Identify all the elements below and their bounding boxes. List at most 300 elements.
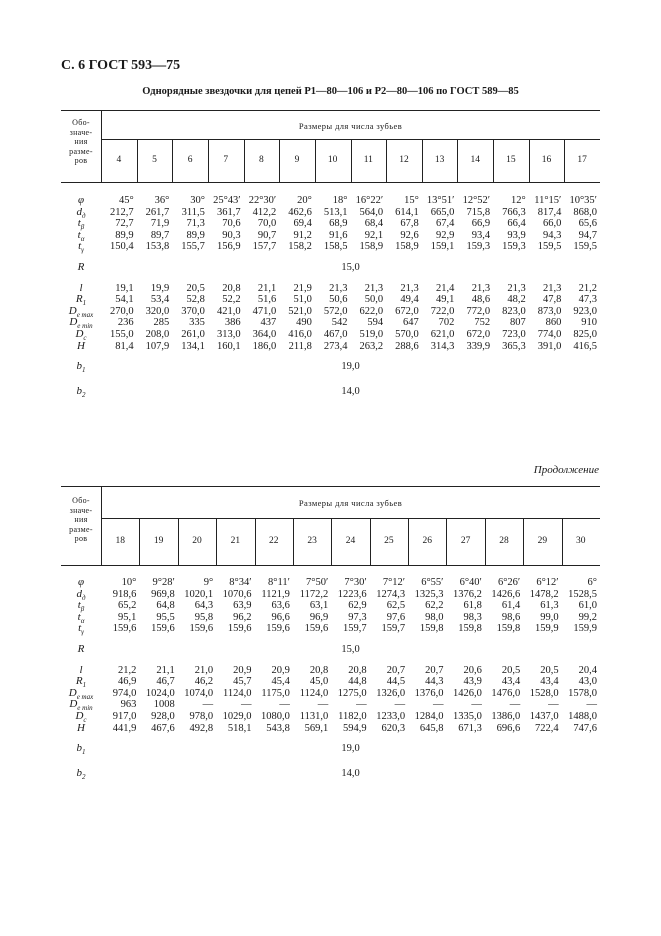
row-label: $t_\alpha$	[77, 228, 85, 243]
table-cell: 159,6	[189, 623, 214, 635]
table-cell: 94,3	[542, 229, 562, 241]
table-cell: 620,3	[381, 722, 406, 734]
table-cell: 570,0	[395, 329, 419, 340]
table-cell: 20,5	[186, 282, 205, 294]
table-cell: 261,0	[181, 329, 205, 340]
table-cell: 43,9	[463, 676, 482, 688]
table-cell: 13°51′	[426, 195, 455, 206]
table-cell: 7°30′	[344, 577, 367, 588]
table-cell: 335	[189, 317, 205, 329]
table-cell: 97,6	[386, 611, 406, 623]
row-label: $t_\beta$	[77, 217, 85, 232]
table-title: Однорядные звездочки для цепей Р1—80—106 и Р2—80—106 по ГОСТ 589—85	[142, 86, 519, 97]
table-cell: 1008	[153, 699, 175, 711]
table-cell: 314,3	[430, 340, 455, 352]
table-cell: 594	[367, 317, 384, 329]
table-cell: 665,0	[430, 206, 455, 218]
table-cell: 64,8	[156, 600, 175, 612]
table-cell: 61,3	[540, 600, 559, 612]
table-cell: 467,0	[323, 329, 348, 340]
table-cell: 288,6	[395, 340, 419, 352]
header-designation-line: разме-	[69, 524, 93, 534]
table-cell: 1335,0	[452, 711, 482, 722]
table-cell: 873,0	[537, 305, 562, 317]
table-cell: 212,7	[110, 206, 134, 218]
table-cell: 63,6	[271, 600, 290, 612]
table-cell: —	[202, 699, 214, 711]
row-label: R	[77, 261, 85, 273]
table-cell: —	[241, 699, 252, 711]
table-cell: 90,7	[257, 229, 277, 241]
teeth-count: 7	[223, 154, 229, 165]
table-cell: 1376,2	[452, 588, 482, 600]
table-cell: —	[356, 699, 367, 711]
header-designation-line: ния	[74, 137, 88, 146]
table-cell: 365,3	[502, 340, 526, 352]
table-cell: 155,0	[110, 329, 134, 340]
table-cell: 63,1	[309, 600, 329, 612]
table-cell: 67,8	[400, 218, 419, 230]
table-cell: 969,8	[151, 588, 175, 600]
table-cell: 1080,0	[261, 711, 290, 722]
teeth-count: 30	[576, 535, 586, 546]
table-cell: 6°12′	[536, 577, 559, 588]
row-label: $b_1$	[76, 742, 86, 757]
table-cell: 21,3	[471, 282, 491, 294]
table-cell: 9°	[203, 577, 214, 588]
teeth-count: 10	[327, 154, 338, 165]
table-cell: 62,9	[348, 600, 367, 612]
table-cell: 20°	[297, 195, 312, 206]
teeth-count: 23	[307, 535, 317, 546]
table-top-rule	[61, 110, 600, 111]
table-cell: 159,8	[458, 623, 482, 635]
table-cell: 722,0	[430, 305, 455, 317]
teeth-count: 9	[294, 154, 300, 165]
table-cell: 21,3	[400, 282, 419, 294]
table-cell: 134,1	[181, 340, 205, 352]
table-cell: 10°35′	[569, 195, 597, 206]
table-cell: 43,4	[501, 676, 521, 688]
teeth-count: 11	[363, 154, 373, 165]
row-label: $t_\gamma$	[78, 240, 84, 255]
table-cell: 1325,3	[414, 588, 444, 600]
table-cell: 963	[120, 699, 137, 711]
table-cell: 157,7	[252, 241, 277, 253]
table-cell: —	[432, 699, 444, 711]
row-label: $b_2$	[76, 384, 86, 399]
table-cell: 12°52′	[462, 195, 491, 206]
table-cell: 1488,0	[568, 711, 597, 722]
table-cell: 186,0	[252, 340, 277, 352]
table-cell: 1478,2	[529, 588, 559, 600]
table-cell: 159,6	[112, 623, 137, 635]
table-cell: —	[586, 699, 597, 711]
table-cell: 236	[117, 317, 134, 329]
table-cell: 159,7	[343, 623, 367, 635]
table-cell: 158,9	[359, 241, 384, 253]
table-cell: 20,9	[233, 664, 252, 676]
sizes-divider	[101, 518, 600, 519]
row-label: $b_2$	[76, 766, 86, 781]
header-sizes: Размеры для числа зубьев	[298, 498, 403, 508]
table-cell: 21,3	[364, 282, 384, 294]
table-cell: 974,0	[112, 687, 137, 699]
teeth-count: 27	[460, 535, 471, 546]
table-cell: 467,6	[151, 722, 175, 734]
table-cell: 107,9	[145, 340, 170, 352]
table-cell: 89,9	[186, 229, 205, 241]
table-cell: 159,7	[381, 623, 406, 635]
table-cell: 48,2	[507, 294, 526, 306]
header-designation-line: значе-	[69, 505, 93, 515]
table-cell: 521,0	[288, 305, 312, 317]
table-cell: 462,6	[288, 206, 312, 218]
sprocket-table-1	[61, 110, 600, 440]
teeth-count: 18	[115, 535, 125, 546]
row-label: $D_c$	[75, 328, 87, 343]
table-cell: 16°22′	[355, 195, 384, 206]
table-cell: 155,7	[181, 241, 205, 253]
row-label: l	[79, 281, 83, 294]
spanning-value: 15,0	[341, 262, 360, 273]
header-designation-line: разме-	[69, 146, 93, 156]
table-cell: 89,7	[150, 229, 170, 241]
table-cell: 715,8	[466, 206, 491, 218]
table-cell: 20,5	[501, 664, 521, 676]
table-cell: 594,9	[343, 722, 367, 734]
table-cell: 67,4	[436, 218, 455, 230]
header-designation-line: ния	[74, 515, 88, 524]
table-cell: 386	[224, 317, 241, 329]
table-cell: 270,0	[110, 305, 134, 317]
table-cell: 10°	[121, 577, 137, 588]
table-cell: 51,6	[257, 294, 277, 306]
table-cell: 52,2	[222, 294, 241, 306]
table-cell: 823,0	[502, 305, 526, 317]
table-cell: 68,9	[329, 218, 348, 230]
table-cell: 437	[260, 317, 277, 329]
table-cell: 52,8	[186, 294, 205, 306]
teeth-count: 5	[152, 154, 157, 165]
table-cell: 1426,0	[452, 687, 482, 699]
table-cell: 98,0	[425, 611, 444, 623]
table-cell: 923,0	[573, 305, 597, 317]
table-cell: 1070,6	[222, 588, 252, 600]
table-cell: 159,1	[430, 241, 455, 253]
table-cell: 21,1	[257, 282, 277, 294]
header-designation-line: Обо-	[72, 118, 90, 127]
table-cell: 1275,0	[337, 687, 367, 699]
table-cell: 917,0	[112, 711, 137, 722]
table-cell: 50,0	[364, 294, 384, 306]
table-cell: 543,8	[266, 722, 290, 734]
table-cell: 159,9	[534, 623, 559, 635]
table-cell: 93,9	[507, 229, 526, 241]
table-cell: 91,6	[329, 229, 348, 241]
table-cell: 92,6	[400, 229, 419, 241]
table-cell: 66,4	[507, 218, 526, 230]
table-cell: 1437,0	[529, 711, 559, 722]
table-cell: 1223,6	[337, 588, 367, 600]
teeth-count: 26	[422, 535, 432, 546]
header-designation	[61, 496, 101, 544]
row-label: $D_{e min}$	[69, 698, 93, 713]
row-label: $d_д$	[76, 205, 86, 220]
row-label: R	[77, 643, 85, 655]
table-cell: 1528,5	[568, 588, 597, 600]
row-label: $D_c$	[75, 710, 87, 725]
table-cell: 150,4	[110, 241, 134, 253]
page-header: С. 6 ГОСТ 593—75	[61, 58, 181, 73]
table-cell: 1274,3	[376, 588, 406, 600]
table-cell: 492,8	[189, 722, 214, 734]
table-cell: 19,9	[150, 282, 170, 294]
teeth-count: 14	[470, 154, 480, 165]
table-cell: 391,0	[537, 340, 562, 352]
table-cell: 96,9	[309, 611, 329, 623]
table-cell: 21,1	[156, 664, 175, 676]
table-cell: 519,0	[359, 329, 384, 340]
table-cell: 159,6	[266, 623, 290, 635]
row-label: H	[77, 721, 85, 734]
table-cell: 361,7	[216, 206, 241, 218]
table-cell: 95,5	[156, 611, 175, 623]
table-cell: 817,4	[537, 206, 562, 218]
table-cell: 572,0	[323, 305, 348, 317]
table-cell: —	[317, 699, 329, 711]
table-cell: —	[279, 699, 290, 711]
table-cell: 6°40′	[459, 577, 482, 588]
table-cell: —	[509, 699, 521, 711]
table-cell: 158,9	[395, 241, 419, 253]
table-cell: 61,0	[578, 600, 597, 612]
spanning-value: 14,0	[341, 767, 360, 779]
table-cell: 98,6	[501, 611, 521, 623]
table-cell: 45,7	[233, 676, 252, 688]
spanning-value: 14,0	[341, 385, 360, 397]
table-cell: 622,0	[359, 305, 384, 317]
table-cell: 20,7	[386, 664, 406, 676]
table-cell: 46,7	[156, 676, 175, 688]
table-cell: 20,7	[425, 664, 444, 676]
table-cell: 672,0	[466, 329, 491, 340]
table-cell: 12°	[511, 195, 526, 206]
table-cell: 22°30′	[248, 195, 277, 206]
teeth-count: 13	[434, 154, 445, 165]
header-bottom-rule	[61, 565, 600, 566]
teeth-count: 17	[577, 154, 587, 165]
table-cell: 45,0	[309, 676, 329, 688]
table-cell: 21,3	[507, 282, 526, 294]
continuation-label: Продолжение	[533, 464, 599, 476]
table-cell: 702	[438, 317, 455, 329]
table-cell: 412,2	[252, 206, 277, 218]
table-cell: 569,1	[304, 722, 329, 734]
table-cell: 89,9	[115, 229, 134, 241]
table-cell: 416,5	[573, 340, 597, 352]
table-cell: 1233,0	[376, 711, 406, 722]
table-cell: 1020,1	[184, 588, 214, 600]
table-cell: 21,2	[118, 664, 137, 676]
table-cell: 9°28′	[152, 577, 175, 588]
table-cell: 364,0	[252, 329, 277, 340]
spanning-value: 15,0	[341, 644, 360, 655]
table-cell: 61,4	[501, 600, 521, 612]
table-cell: 44,3	[425, 676, 444, 688]
table-cell: 320,0	[145, 305, 170, 317]
table-cell: 774,0	[537, 329, 562, 340]
table-cell: 97,3	[348, 611, 367, 623]
table-cell: 159,5	[537, 241, 562, 253]
table-cell: 672,0	[395, 305, 419, 317]
table-cell: 263,2	[359, 340, 384, 352]
table-cell: 211,8	[288, 340, 312, 352]
sprocket-table-2	[61, 486, 600, 821]
teeth-count: 12	[399, 154, 409, 165]
table-cell: 8°11′	[268, 577, 290, 588]
teeth-count: 6	[187, 154, 193, 165]
row-label: $t_\beta$	[77, 599, 85, 614]
table-cell: 20,9	[271, 664, 290, 676]
table-cell: 91,2	[293, 229, 312, 241]
table-cell: 63,9	[233, 600, 252, 612]
table-cell: 66,9	[471, 218, 491, 230]
table-cell: 7°50′	[306, 577, 329, 588]
header-designation-line: Обо-	[72, 496, 90, 505]
table-cell: 30°	[190, 195, 205, 206]
header-designation-line: ров	[74, 156, 88, 165]
table-cell: 752	[474, 317, 491, 329]
table-cell: 20,8	[222, 282, 241, 294]
table-cell: 81,4	[115, 340, 134, 352]
table-cell: 1121,9	[261, 588, 290, 600]
table-cell: 69,4	[293, 218, 312, 230]
table-cell: 6°55′	[421, 577, 444, 588]
table-cell: 159,8	[419, 623, 444, 635]
table-cell: 66,0	[542, 218, 562, 230]
row-label: φ	[77, 576, 85, 588]
table-cell: 159,9	[573, 623, 597, 635]
table-cell: 1426,6	[491, 588, 521, 600]
row-label: $D_{e max}$	[68, 304, 94, 319]
table-cell: 313,0	[216, 329, 241, 340]
teeth-count: 29	[537, 535, 548, 546]
table-cell: 20,5	[540, 664, 559, 676]
table-top-rule	[61, 486, 600, 487]
spanning-value: 19,0	[341, 361, 360, 373]
table-cell: 159,6	[151, 623, 175, 635]
table-cell: 20,8	[309, 664, 329, 676]
table-cell: 11°15′	[534, 195, 562, 206]
table-cell: 94,7	[578, 229, 597, 241]
table-cell: 36°	[154, 195, 170, 206]
table-cell: 48,6	[471, 294, 491, 306]
table-cell: 64,3	[194, 600, 214, 612]
table-cell: 868,0	[573, 206, 597, 218]
table-cell: 416,0	[288, 329, 312, 340]
table-cell: 645,8	[419, 722, 444, 734]
table-cell: 339,9	[466, 340, 491, 352]
table-cell: 772,0	[466, 305, 491, 317]
table-cell: 68,4	[364, 218, 384, 230]
table-cell: 766,3	[502, 206, 526, 218]
table-cell: 978,0	[189, 711, 214, 722]
header-designation	[61, 118, 101, 166]
table-cell: 285	[153, 317, 170, 329]
row-label: $R_1$	[75, 675, 87, 690]
table-cell: 159,8	[496, 623, 521, 635]
table-cell: 15°	[404, 195, 419, 206]
table-cell: 825,0	[573, 329, 597, 340]
table-cell: 70,0	[257, 218, 277, 230]
teeth-count: 15	[506, 154, 516, 165]
table-cell: 21,3	[329, 282, 348, 294]
table-cell: 65,6	[578, 218, 597, 230]
table-cell: 807	[509, 317, 526, 329]
table-cell: 1024,0	[145, 687, 175, 699]
table-cell: 70,6	[222, 218, 241, 230]
row-label: $D_{e min}$	[69, 316, 93, 331]
teeth-count: 4	[116, 154, 122, 165]
table-cell: 51,0	[293, 294, 312, 306]
table-cell: 1074,0	[184, 687, 214, 699]
table-cell: 92,9	[436, 229, 455, 241]
table-cell: 311,5	[181, 206, 205, 218]
table-cell: 45,4	[271, 676, 290, 688]
table-cell: 99,2	[578, 611, 597, 623]
table-cell: 421,0	[216, 305, 241, 317]
table-cell: 153,8	[145, 241, 170, 253]
table-cell: 62,5	[386, 600, 406, 612]
row-label: $b_1$	[76, 360, 86, 375]
table-cell: 1131,0	[299, 711, 329, 722]
table-cell: 49,1	[436, 294, 455, 306]
table-cell: 46,9	[118, 676, 137, 688]
table-cell: 92,1	[364, 229, 384, 241]
row-label: l	[79, 663, 83, 676]
table-cell: 1476,0	[491, 687, 521, 699]
table-cell: 1376,0	[414, 687, 444, 699]
table-cell: 441,9	[112, 722, 137, 734]
table-cell: 21,0	[194, 664, 214, 676]
table-cell: 1124,0	[299, 687, 329, 699]
table-cell: 90,3	[222, 229, 241, 241]
table-cell: 95,1	[118, 611, 137, 623]
row-label: $D_{e max}$	[68, 686, 94, 701]
header-designation-line: ров	[74, 534, 88, 543]
table-cell: 61,8	[463, 600, 482, 612]
row-label: $R_1$	[75, 293, 87, 308]
table-cell: 518,1	[227, 722, 252, 734]
table-cell: 1175,0	[261, 687, 290, 699]
teeth-count: 16	[541, 154, 552, 165]
table-cell: 1029,0	[222, 711, 252, 722]
table-cell: 1578,0	[568, 687, 597, 699]
row-label: φ	[77, 194, 85, 206]
table-cell: 21,4	[436, 282, 455, 294]
table-cell: 50,6	[329, 294, 348, 306]
table-cell: 20,4	[578, 664, 597, 676]
table-cell: 71,3	[186, 218, 205, 230]
table-cell: 208,0	[145, 329, 170, 340]
table-cell: 647	[403, 317, 419, 329]
table-cell: 910	[581, 317, 597, 329]
table-cell: 542	[331, 317, 348, 329]
teeth-count: 28	[499, 535, 509, 546]
table-cell: 564,0	[359, 206, 384, 218]
table-cell: 918,6	[112, 588, 137, 600]
